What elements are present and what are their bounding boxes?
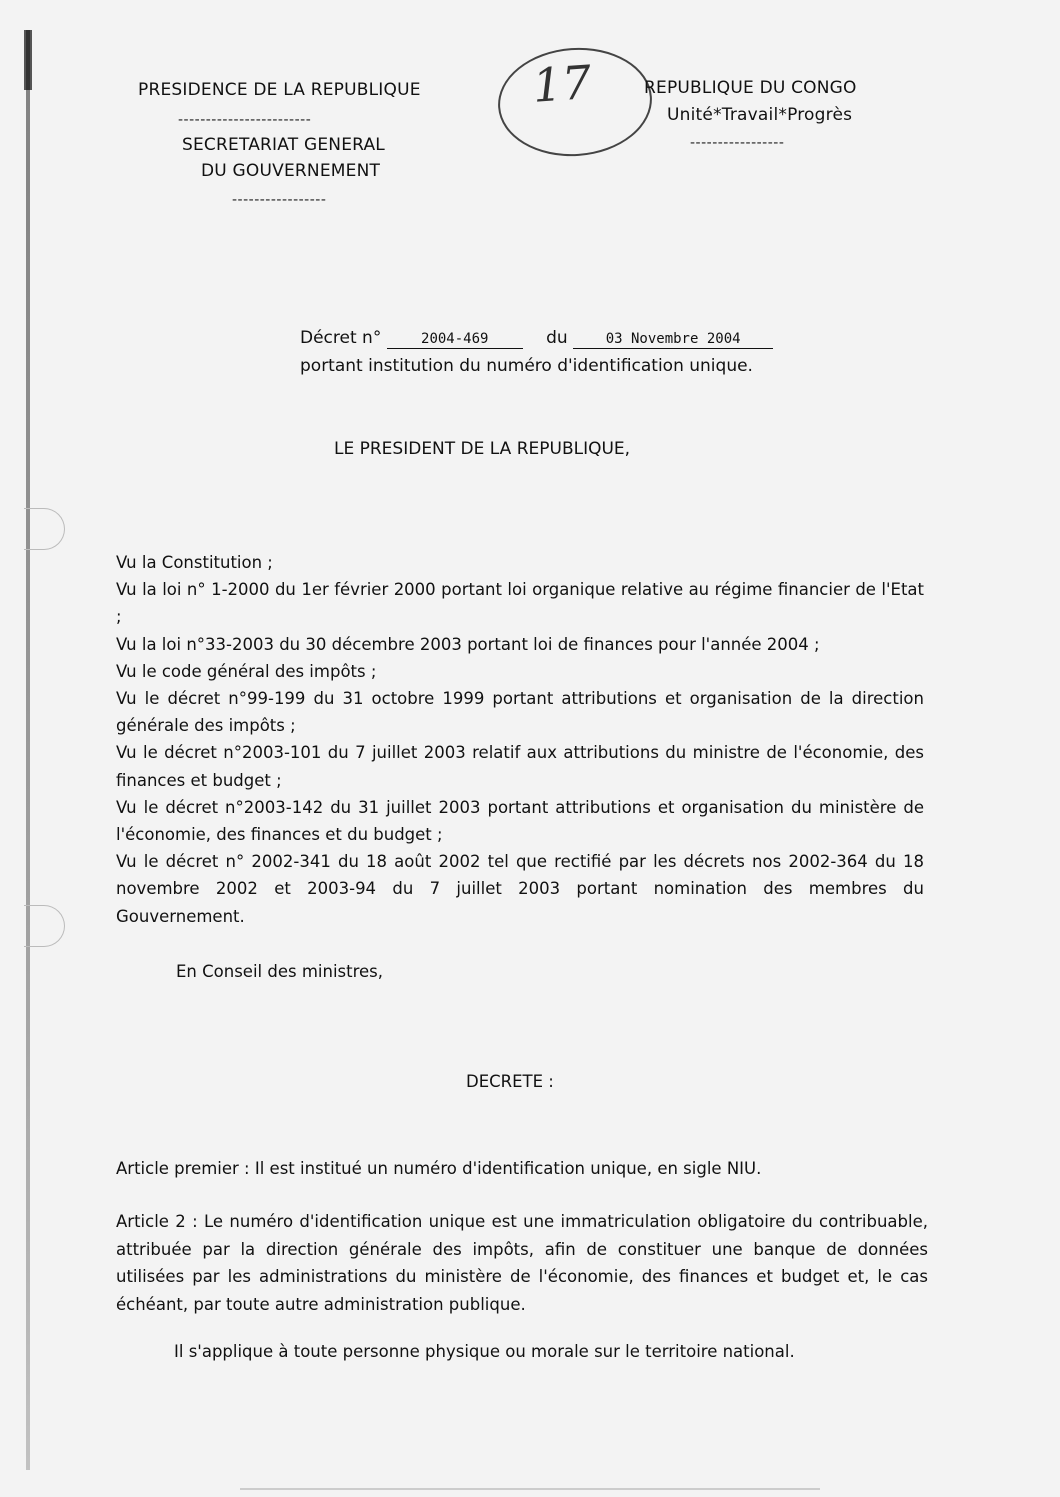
decree-du: du [546,328,568,348]
decree-number-line [300,328,773,349]
visa-item: Vu le code général des impôts ; [116,661,377,681]
article-premier-text: Article premier : Il est institué un numéro d'identification unique, en sigle NIU. [116,1159,762,1178]
visa-item: Vu la loi n° 1-2000 du 1er février 2000 portant loi organique relative au régime financier de l'Etat ; [116,580,924,627]
handwritten-number-text: 17 [530,54,594,113]
visa-item: Vu le décret n° 2002-341 du 18 août 2002 tel que rectifié par les décrets nos 2002-364 du 18 novembre 2002 et 2003-94 du 7 juillet 2003 portant nomination des membres du Gouvernement. [116,852,924,926]
scan-edge-shadow [26,30,30,1470]
visa-item: Vu la loi n°33-2003 du 30 décembre 2003 portant loi de finances pour l'année 2004 ; [116,634,820,654]
punch-hole-bottom [24,905,65,947]
decree-subject: portant institution du numéro d'identification unique. [300,356,753,376]
decree-number: 2004-469 [387,331,523,349]
council-line: En Conseil des ministres, [176,962,384,981]
header-motto: Unité*Travail*Progrès [667,105,853,125]
header-dashes-1: ------------------------ [178,112,312,128]
visas-section [116,549,924,930]
president-heading: LE PRESIDENT DE LA REPUBLIQUE, [334,439,631,459]
decree-date: 03 Novembre 2004 [573,331,773,349]
article-2-paragraph-2: Il s'applique à toute personne physique ou morale sur le territoire national. [174,1342,795,1361]
visa-item: Vu la Constitution ; [116,553,273,572]
visa-item: Vu le décret n°99-199 du 31 octobre 1999 portant attributions et organisation de la direction générale des impôts ; [116,689,924,736]
scan-bottom-shadow [240,1488,820,1490]
header-gouvernement: DU GOUVERNEMENT [201,161,381,181]
article-premier [116,1155,928,1183]
header-secretariat: SECRETARIAT GENERAL [182,135,385,155]
header-presidence: PRESIDENCE DE LA REPUBLIQUE [138,80,421,100]
article-2 [116,1208,928,1318]
article-2-text: Article 2 : Le numéro d'identification unique est une immatriculation obligatoire du contribuable, attribuée par la direction générale des impôts, afin de constituer une banque de données utilisées par les administrations du ministère de l'économie, des finances et budget et, le cas échéant, par toute autre administration publique. [116,1212,928,1314]
decrete-heading: DECRETE : [466,1072,554,1091]
visa-item: Vu le décret n°2003-101 du 7 juillet 2003 relatif aux attributions du ministre de l'économie, des finances et budget ; [116,743,924,790]
header-republique: REPUBLIQUE DU CONGO [644,78,857,98]
header-dashes-right: ----------------- [690,135,785,151]
punch-hole-top [24,508,65,550]
visa-item: Vu le décret n°2003-142 du 31 juillet 2003 portant attributions et organisation du ministère de l'économie, des finances et du budget ; [116,797,924,845]
scan-edge-mark [24,30,32,90]
header-dashes-2: ----------------- [232,192,327,208]
decree-prefix: Décret n° [300,328,382,348]
handwritten-page-number [494,43,655,161]
